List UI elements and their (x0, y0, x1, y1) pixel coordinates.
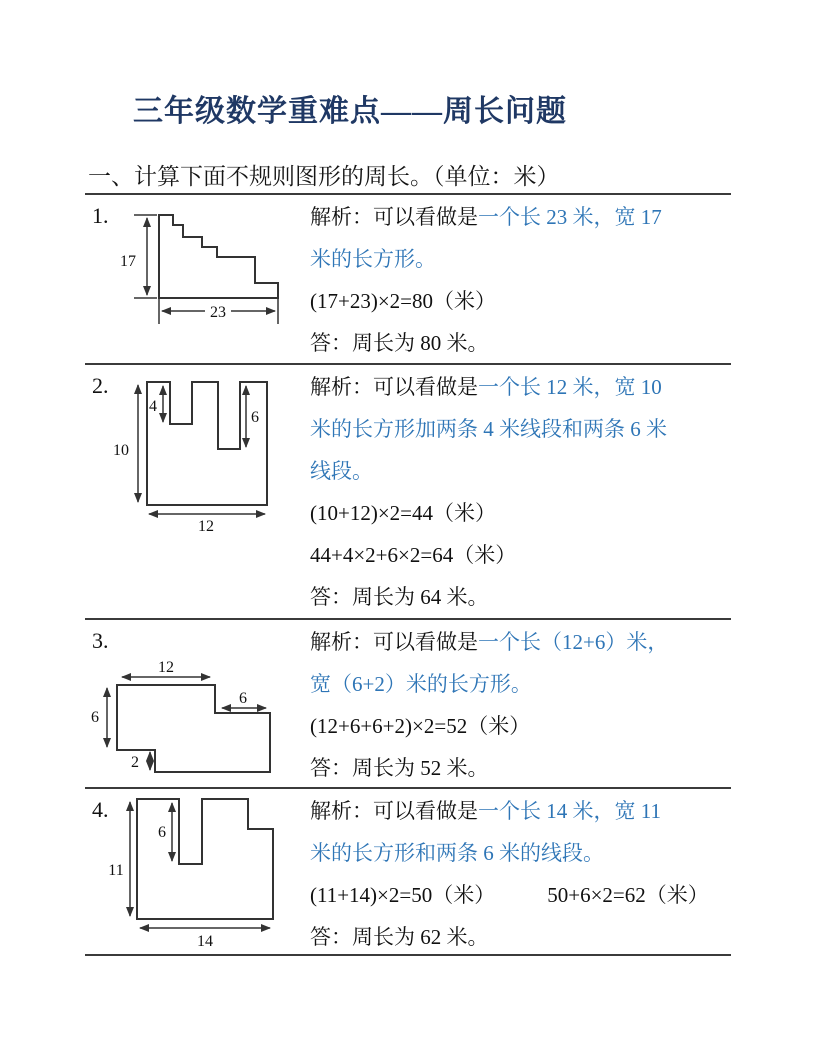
problem-row-1 (85, 195, 731, 365)
notched-square-shape (147, 382, 267, 505)
analysis-line: 米的长方形。 (310, 247, 436, 271)
problem-table (85, 193, 731, 956)
problem-row-2 (85, 365, 731, 620)
problem-number: 2. (92, 373, 109, 398)
page-title: 三年级数学重难点——周长问题 (133, 95, 567, 128)
zigzag-figure (85, 620, 310, 789)
zigzag-shape (117, 685, 270, 772)
dim-label-height: 10 (113, 442, 129, 459)
dim-label-left: 6 (91, 709, 99, 726)
diagram-cell-3 (85, 620, 310, 787)
notched-rect-shape (137, 799, 273, 919)
problem-row-3 (85, 620, 731, 789)
diagram-cell-4 (85, 789, 310, 954)
dim-label-height: 17 (120, 253, 136, 270)
dim-label-top: 12 (158, 659, 174, 676)
dim-label-notch-right: 6 (251, 409, 259, 426)
formula-line: (11+14)×2=50（米） 50+6×2=62（米） (310, 883, 709, 907)
formula-line: (17+23)×2=80（米） (310, 289, 497, 313)
dim-label-height: 11 (108, 862, 124, 879)
dim-label-right: 6 (239, 690, 247, 707)
problem-number: 3. (92, 628, 109, 653)
analysis-line: 解析：可以看做是一个长 12 米，宽 10 (310, 375, 662, 399)
notched-square-figure (85, 365, 310, 620)
answer-line: 答：周长为 80 米。 (310, 331, 489, 355)
dim-label-width: 12 (198, 518, 214, 535)
analysis-line: 宽（6+2）米的长方形。 (310, 672, 532, 696)
answer-line: 答：周长为 62 米。 (310, 925, 489, 949)
dim-label-width: 14 (197, 933, 213, 950)
analysis-line: 解析：可以看做是一个长 14 米，宽 11 (310, 799, 661, 823)
dim-label-width: 23 (210, 304, 226, 321)
dim-label-notch-left: 4 (149, 398, 157, 415)
staircase-figure (85, 195, 310, 365)
dim-label-step: 2 (131, 754, 139, 771)
analysis-line: 线段。 (310, 459, 373, 483)
diagram-cell-2 (85, 365, 310, 618)
solution-cell-4 (310, 789, 731, 954)
analysis-line: 解析：可以看做是一个长 23 米，宽 17 (310, 205, 662, 229)
formula-line: (10+12)×2=44（米） (310, 501, 497, 525)
problem-number: 4. (92, 797, 109, 822)
answer-line: 答：周长为 52 米。 (310, 756, 489, 780)
section-heading: 一、计算下面不规则图形的周长。（单位：米） (88, 164, 560, 189)
analysis-line: 解析：可以看做是一个长（12+6）米， (310, 630, 669, 654)
notched-rect-figure (85, 789, 310, 956)
analysis-line: 米的长方形和两条 6 米的线段。 (310, 841, 604, 865)
problem-row-4 (85, 789, 731, 956)
problem-number: 1. (92, 203, 109, 228)
formula-line: (12+6+6+2)×2=52（米） (310, 714, 531, 738)
analysis-line: 米的长方形加两条 4 米线段和两条 6 米 (310, 417, 667, 441)
dim-label-notch: 6 (158, 824, 166, 841)
formula-line: 44+4×2+6×2=64（米） (310, 543, 517, 567)
solution-cell-3 (310, 620, 731, 787)
diagram-cell-1 (85, 195, 310, 363)
answer-line: 答：周长为 64 米。 (310, 585, 489, 609)
solution-cell-2 (310, 365, 731, 618)
staircase-shape (159, 215, 278, 298)
solution-cell-1 (310, 195, 731, 363)
